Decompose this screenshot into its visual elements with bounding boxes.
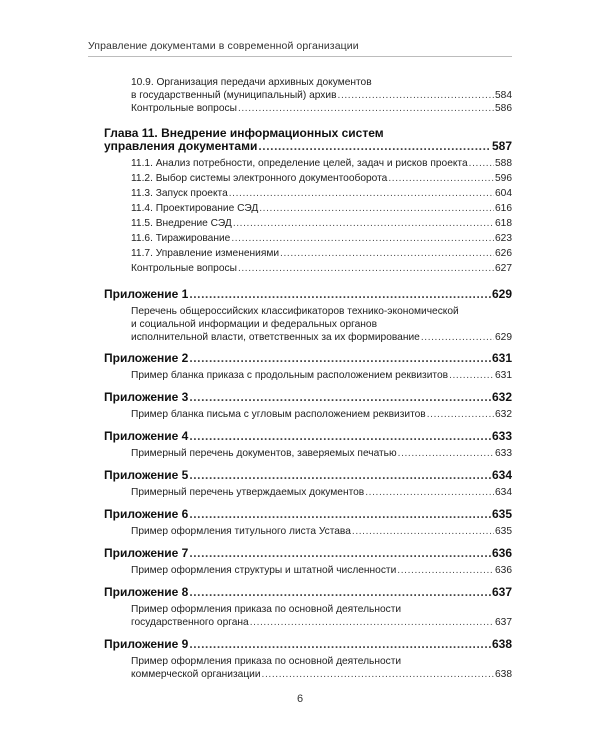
toc-page-number: 596 — [495, 173, 512, 184]
dot-leader — [397, 564, 494, 577]
toc-page-number: 635 — [491, 507, 512, 521]
toc-page-number: 637 — [491, 585, 512, 599]
toc-page-number: 627 — [495, 263, 512, 274]
toc-appendix-1[interactable] — [104, 288, 512, 301]
dot-leader — [229, 187, 494, 200]
toc-page-number: 629 — [495, 332, 512, 343]
toc-entry-label: Пример оформления титульного листа Устава — [131, 526, 351, 537]
toc-entry-label: управления документами — [104, 139, 258, 153]
toc-appendix-7[interactable] — [104, 547, 512, 560]
toc-entry-label: Приложение 5 — [104, 468, 189, 482]
toc-entry-label: Примерный перечень документов, заверяемых печатью — [131, 448, 397, 459]
toc-page-number: 631 — [495, 370, 512, 381]
dot-leader — [189, 586, 491, 599]
toc-page-number: 588 — [495, 158, 512, 169]
dot-leader — [189, 430, 491, 443]
dot-leader — [189, 638, 491, 651]
toc-entry-label: исполнительной власти, ответственных за их формирование — [131, 332, 420, 343]
dot-leader — [189, 288, 491, 301]
dot-leader — [189, 391, 491, 404]
toc-entry-label: государственного органа — [131, 617, 249, 628]
toc-entry-11-4[interactable] — [131, 202, 512, 215]
dot-leader — [352, 525, 494, 538]
toc-entry-label: Приложение 9 — [104, 637, 189, 651]
toc-page-number: 633 — [491, 429, 512, 443]
toc-page-number: 634 — [491, 468, 512, 482]
toc-entry-label: Примерный перечень утверждаемых документов — [131, 487, 365, 498]
toc-entry-label: в государственный (муниципальный) архив — [131, 90, 337, 101]
toc-page-number: 632 — [495, 409, 512, 420]
dot-leader — [338, 89, 494, 102]
toc-appendix-6[interactable] — [104, 508, 512, 521]
toc-page-number: 618 — [495, 218, 512, 229]
toc-entry-label: коммерческой организации — [131, 669, 261, 680]
toc-appendix-8-entry[interactable] — [131, 616, 512, 629]
toc-entry-label: 11.3. Запуск проекта — [131, 188, 228, 199]
toc-appendix-2[interactable] — [104, 352, 512, 365]
toc-appendix-3[interactable] — [104, 391, 512, 404]
toc-entry-label: Приложение 6 — [104, 507, 189, 521]
toc-entry-label: Контрольные вопросы — [131, 103, 237, 114]
toc-entry-label: 11.5. Внедрение СЭД — [131, 218, 232, 229]
toc-entry-label: Контрольные вопросы — [131, 263, 237, 274]
toc-page-number: 632 — [491, 390, 512, 404]
toc-appendix-4[interactable] — [104, 430, 512, 443]
appendix-1-desc-line2: и социальной информации и федеральных органов — [131, 319, 378, 330]
dot-leader — [189, 547, 491, 560]
toc-page-number: 623 — [495, 233, 512, 244]
toc-page-number: 636 — [495, 565, 512, 576]
toc-appendix-7-entry[interactable] — [131, 564, 512, 577]
toc-page-number: 587 — [491, 139, 512, 153]
toc-entry-label: 11.4. Проектирование СЭД — [131, 203, 259, 214]
dot-leader — [238, 262, 494, 275]
toc-page-number: 633 — [495, 448, 512, 459]
toc-appendix-2-entry[interactable] — [131, 369, 512, 382]
running-header: Управление документами в современной организации — [88, 40, 359, 52]
toc-entry-label: Приложение 3 — [104, 390, 189, 404]
toc-page-number: 635 — [495, 526, 512, 537]
appendix-9-desc-line1: Пример оформления приказа по основной деятельности — [131, 656, 402, 667]
page-number: 6 — [296, 693, 304, 705]
dot-leader — [469, 157, 494, 170]
toc-appendix-6-entry[interactable] — [131, 525, 512, 538]
dot-leader — [280, 247, 494, 260]
toc-appendix-9[interactable] — [104, 638, 512, 651]
dot-leader — [250, 616, 494, 629]
toc-entry-label: 11.7. Управление изменениями — [131, 248, 280, 259]
toc-page-number: 584 — [495, 90, 512, 101]
dot-leader — [189, 469, 491, 482]
toc-entry-label: 11.1. Анализ потребности, определение целей, задач и рисков проекта — [131, 158, 468, 169]
appendix-8-desc-line1: Пример оформления приказа по основной деятельности — [131, 604, 402, 615]
dot-leader — [189, 352, 491, 365]
toc-entry-label: Пример бланка письма с угловым расположением реквизитов — [131, 409, 426, 420]
toc-entry-label: Приложение 2 — [104, 351, 189, 365]
toc-page-number: 636 — [491, 546, 512, 560]
appendix-1-desc-line1: Перечень общероссийских классификаторов технико-экономической — [131, 306, 459, 317]
dot-leader — [238, 102, 494, 115]
toc-entry-label: Приложение 4 — [104, 429, 189, 443]
dot-leader — [365, 486, 494, 499]
toc-entry-control-questions-10[interactable] — [131, 102, 512, 115]
toc-appendix-4-entry[interactable] — [131, 447, 512, 460]
toc-page-number: 604 — [495, 188, 512, 199]
toc-entry-label: Пример бланка приказа с продольным расположением реквизитов — [131, 370, 449, 381]
dot-leader — [233, 217, 494, 230]
dot-leader — [231, 232, 494, 245]
dot-leader — [259, 202, 494, 215]
toc-page-number: 638 — [495, 669, 512, 680]
toc-entry-label: Пример оформления структуры и штатной численности — [131, 565, 397, 576]
toc-entry-label: Приложение 1 — [104, 287, 189, 301]
dot-leader — [449, 369, 494, 382]
dot-leader — [427, 408, 494, 421]
toc-page-number: 637 — [495, 617, 512, 628]
toc-entry-11-6[interactable] — [131, 232, 512, 245]
chapter-11-title-line1: Глава 11. Внедрение информационных систем — [104, 126, 384, 140]
toc-entry-control-questions-11[interactable] — [131, 262, 512, 275]
dot-leader — [262, 668, 494, 681]
toc-appendix-5[interactable] — [104, 469, 512, 482]
dot-leader — [258, 140, 491, 153]
dot-leader — [421, 331, 494, 344]
toc-entry-10-9-line1: 10.9. Организация передачи архивных документов — [131, 77, 372, 88]
toc-entry-10-9[interactable] — [131, 89, 512, 102]
toc-page-number: 616 — [495, 203, 512, 214]
toc-entry-label: 11.6. Тиражирование — [131, 233, 231, 244]
toc-entry-11-3[interactable] — [131, 187, 512, 200]
toc-entry-11-1[interactable] — [131, 157, 512, 170]
toc-entry-11-2[interactable] — [131, 172, 512, 185]
toc-page-number: 638 — [491, 637, 512, 651]
toc-entry-label: Приложение 8 — [104, 585, 189, 599]
toc-appendix-5-entry[interactable] — [131, 486, 512, 499]
toc-appendix-3-entry[interactable] — [131, 408, 512, 421]
toc-appendix-8[interactable] — [104, 586, 512, 599]
toc-entry-11-5[interactable] — [131, 217, 512, 230]
toc-entry-11-7[interactable] — [131, 247, 512, 260]
toc-page-number: 626 — [495, 248, 512, 259]
toc-page-number: 629 — [491, 287, 512, 301]
dot-leader — [189, 508, 491, 521]
toc-appendix-1-entry[interactable] — [131, 331, 512, 344]
toc-appendix-9-entry[interactable] — [131, 668, 512, 681]
dot-leader — [398, 447, 494, 460]
toc-page-number: 586 — [495, 103, 512, 114]
toc-entry-label: 11.2. Выбор системы электронного документооборота — [131, 173, 388, 184]
toc-page-number: 631 — [491, 351, 512, 365]
toc-page-number: 634 — [495, 487, 512, 498]
toc-chapter-11[interactable] — [104, 140, 512, 153]
dot-leader — [388, 172, 494, 185]
toc-entry-label: Приложение 7 — [104, 546, 189, 560]
